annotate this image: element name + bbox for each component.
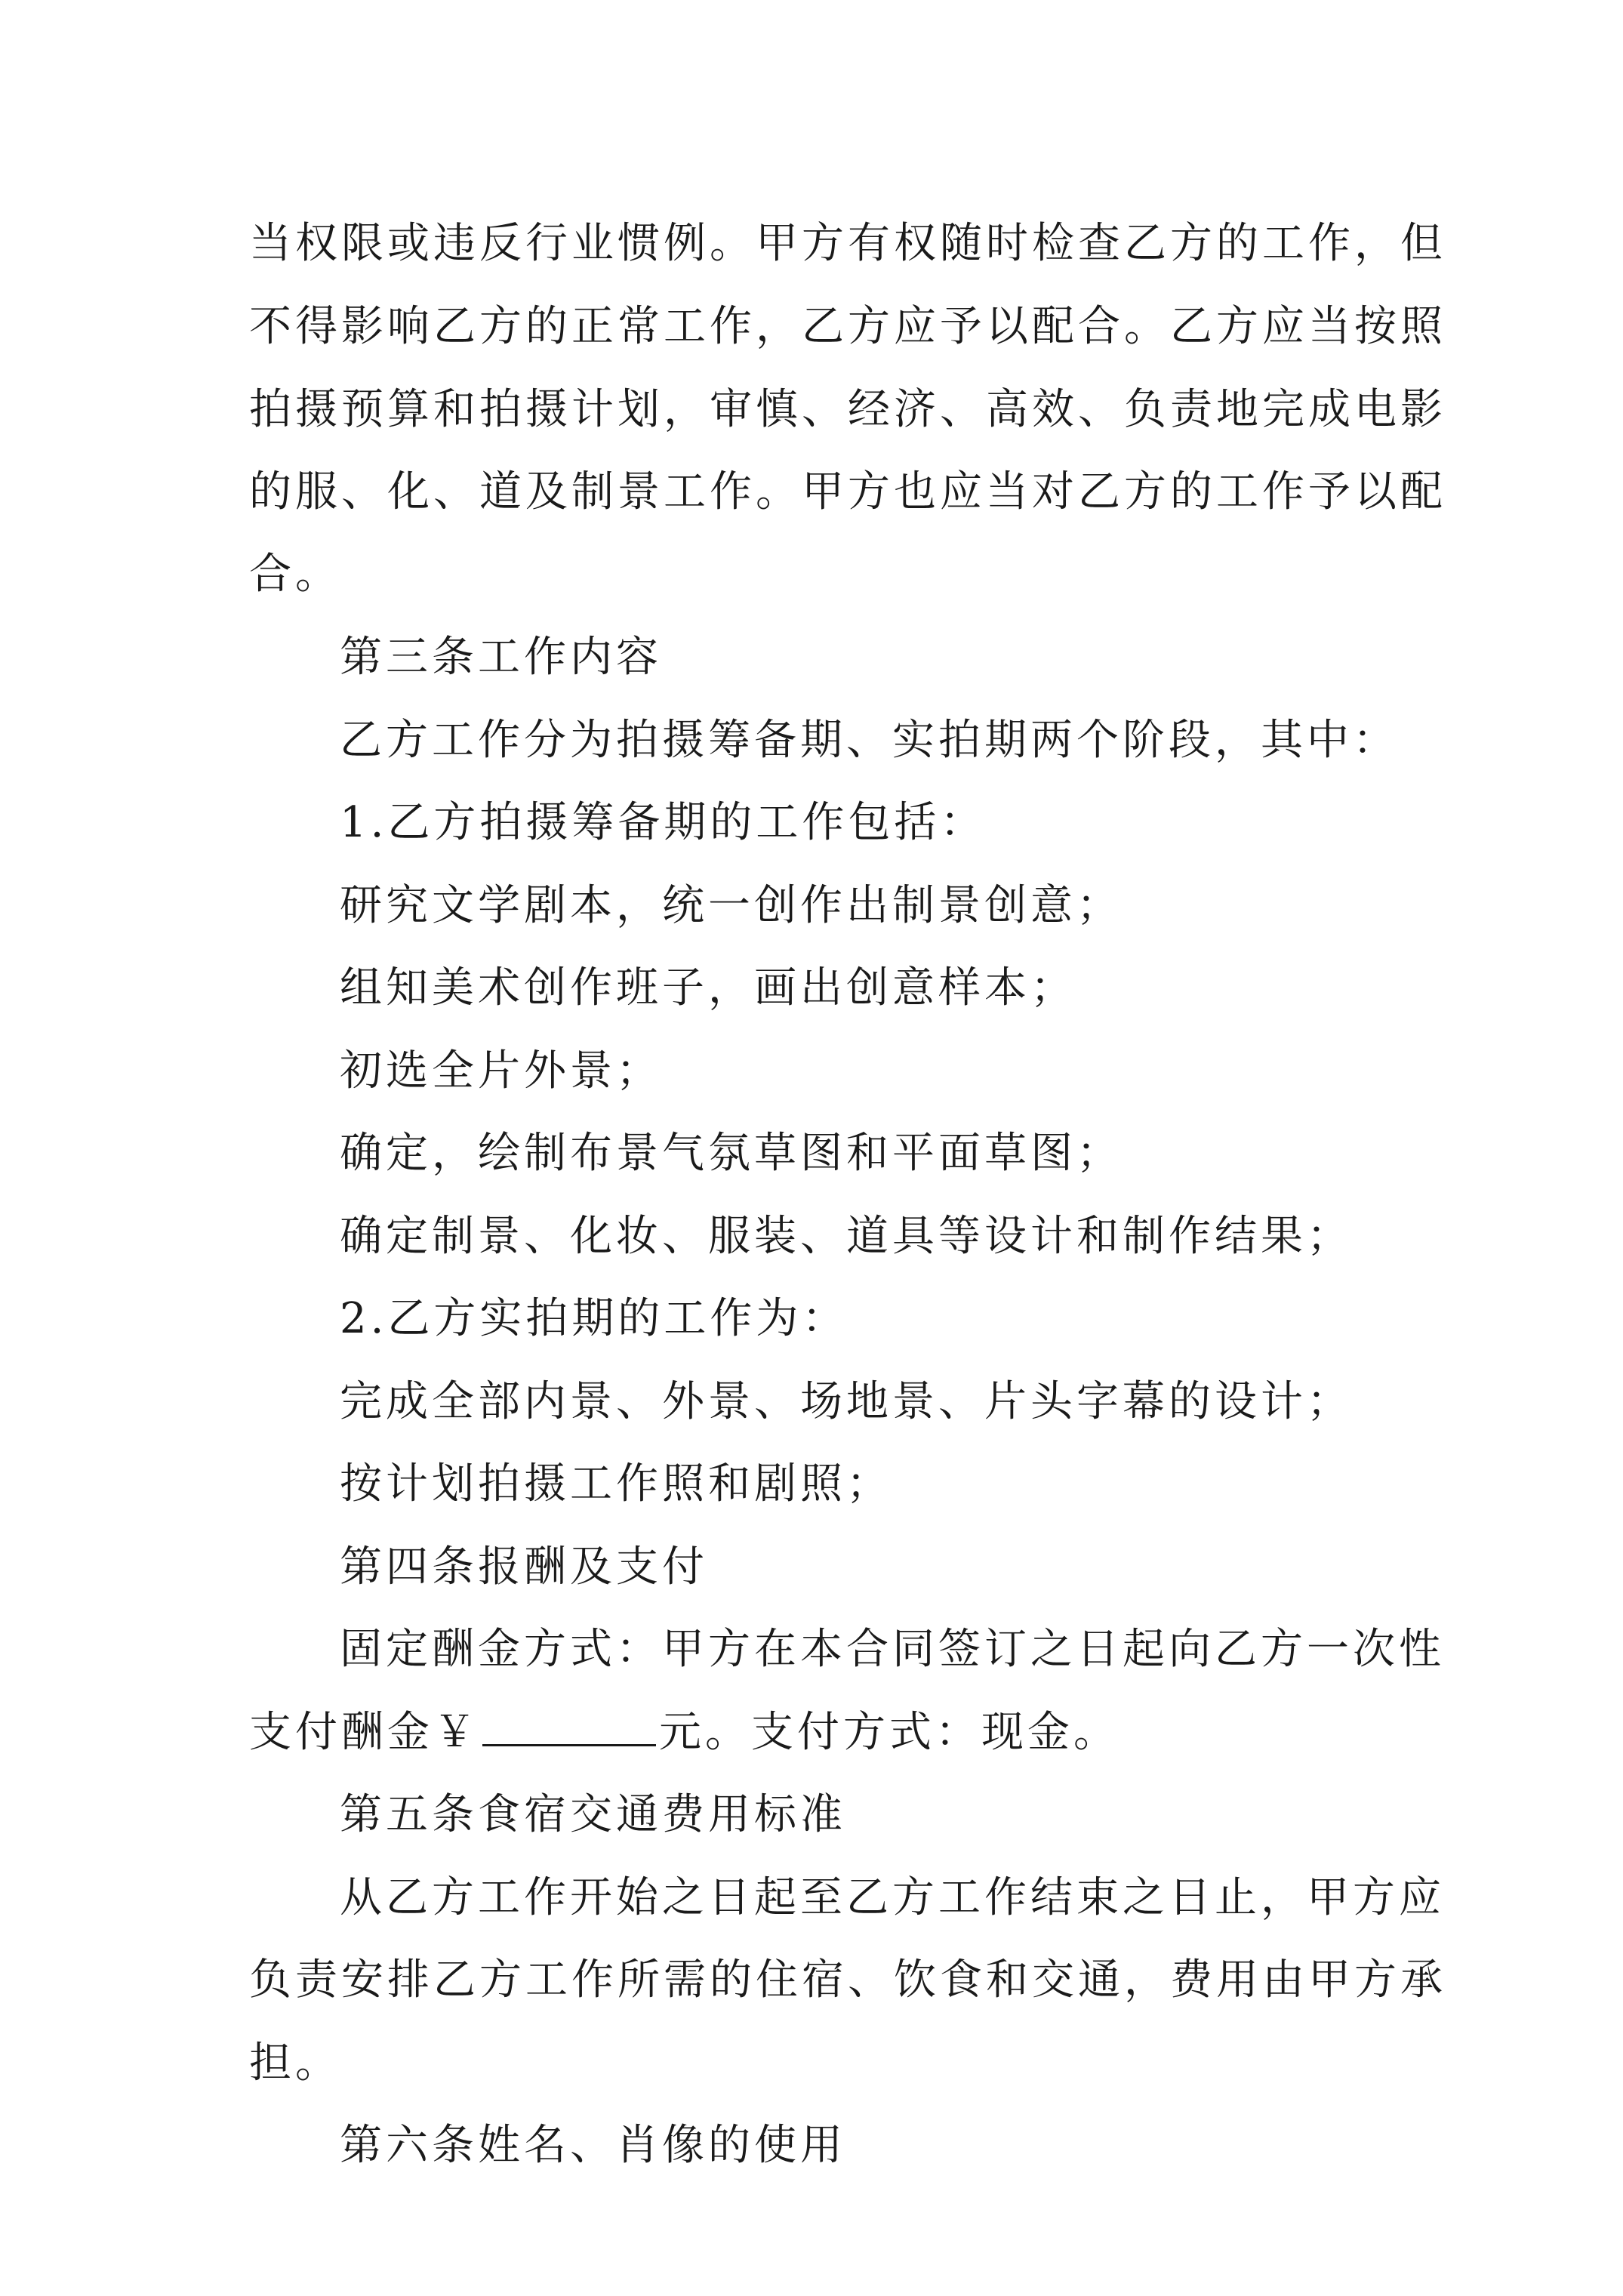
amount-blank [482,1699,656,1746]
list-item: 确定，绘制布景气氛草图和平面草图； [340,1129,1123,1178]
paragraph-line: 合。 [249,550,341,599]
paragraph-line: 负责安排乙方工作所需的住宿、饮食和交通，费用由甲方承 [249,1955,1446,2005]
paragraph-line: 拍摄预算和拍摄计划，审慎、经济、高效、负责地完成电影 [249,385,1446,434]
list-heading: 1.乙方拍摄筹备期的工作包括： [340,798,987,847]
list-item: 研究文学剧本，统一创作出制景创意； [340,881,1123,930]
payment-line-before: 支付酬金￥ [249,1708,479,1757]
paragraph-line: 固定酬金方式：甲方在本合同签订之日起向乙方一次性 [340,1625,1445,1674]
paragraph-line: 的服、化、道及制景工作。甲方也应当对乙方的工作予以配 [249,467,1446,516]
paragraph-line: 当权限或违反行业惯例。甲方有权随时检查乙方的工作，但 [249,219,1446,268]
payment-line-after: 元。支付方式：现金。 [659,1708,1119,1757]
list-item: 按计划拍摄工作照和剧照； [340,1459,892,1509]
payment-line [249,1691,1119,1774]
paragraph-line: 担。 [249,2039,341,2088]
list-item: 初选全片外景； [340,1046,662,1096]
section-heading-article-4: 第四条报酬及支付 [340,1542,708,1592]
list-heading: 2.乙方实拍期的工作为： [340,1294,848,1343]
section-heading-article-3: 第三条工作内容 [340,633,662,682]
paragraph-line: 乙方工作分为拍摄筹备期、实拍期两个阶段，其中： [340,716,1399,765]
list-item: 组知美术创作班子，画出创意样本； [340,963,1076,1012]
list-item: 确定制景、化妆、服装、道具等设计和制作结果； [340,1212,1353,1261]
list-item: 完成全部内景、外景、场地景、片头字幕的设计； [340,1377,1353,1426]
paragraph-line: 不得影响乙方的正常工作，乙方应予以配合。乙方应当按照 [249,302,1446,351]
section-heading-article-5: 第五条食宿交通费用标准 [340,1790,846,1839]
paragraph-line: 从乙方工作开始之日起至乙方工作结束之日止，甲方应 [340,1873,1445,1922]
section-heading-article-6: 第六条姓名、肖像的使用 [340,2121,846,2170]
